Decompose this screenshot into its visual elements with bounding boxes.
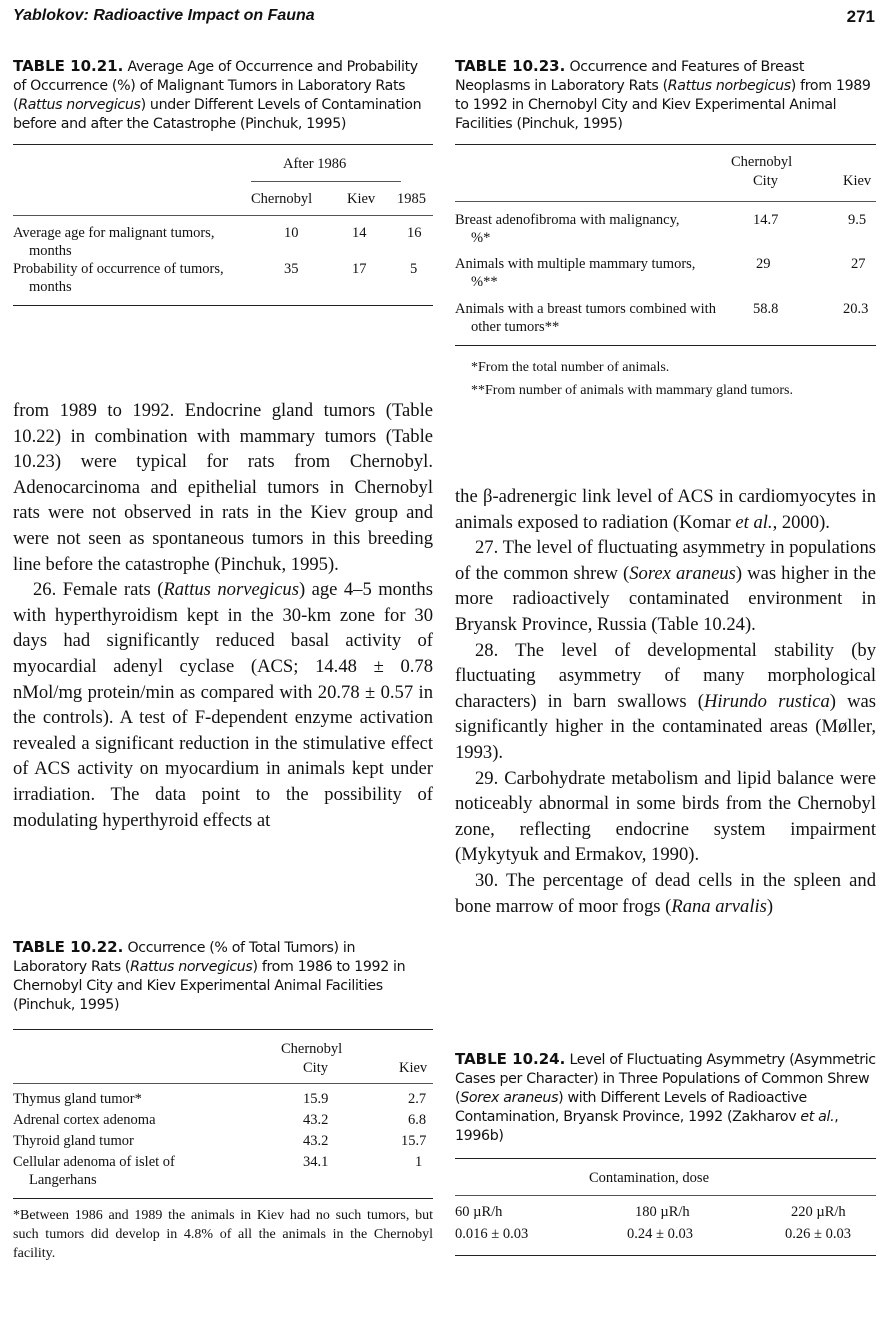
row-label: Cellular adenoma of islet of Langerhans — [13, 1154, 175, 1188]
row-label: Adrenal cortex adenoma — [13, 1112, 156, 1128]
species-name: Sorex araneus — [629, 562, 736, 584]
column-header: Kiev — [843, 173, 872, 189]
table-caption: TABLE 10.24. Level of Fluctuating Asymmetry (Asymmetric Cases per Character) in Three Populations of Common Shrew (Sorex araneus) with Different Levels of Radioactive Contamination, Bryansk Province, 1992 (Zakharov et al., 1996b) — [455, 1050, 876, 1144]
table-cell: 0.016 ± 0.03 — [455, 1226, 529, 1242]
column-header: Chernobyl — [731, 154, 793, 170]
species-name: Hirundo rustica — [703, 690, 830, 712]
running-title: Yablokov: Radioactive Impact on Fauna — [13, 7, 315, 24]
column-header: 220 µR/h — [791, 1204, 846, 1220]
column-header: Chernobyl — [251, 191, 313, 207]
header-rule — [455, 201, 876, 202]
table-cell: 15.7 — [401, 1133, 427, 1149]
table-cell: 27 — [851, 256, 866, 272]
paragraph-30: 30. The percentage of dead cells in the spleen and bone marrow of moor frogs (Rana arvalis) — [455, 869, 876, 917]
table-cell: 16 — [407, 225, 422, 241]
column-header: 180 µR/h — [635, 1204, 690, 1220]
table-cell: 9.5 — [848, 212, 867, 228]
paragraph-29: 29. Carbohydrate metabolism and lipid balance were noticeably abnormal in some birds from the Chernobyl zone, reflecting endocrine system impairment (Mykytyuk and Ermakov, 1990). — [455, 767, 876, 866]
table-number: TABLE 10.21. — [13, 57, 124, 75]
species-name: Rattus norvegicus — [130, 959, 253, 975]
paragraph-26: 26. Female rats (Rattus norvegicus) age 4–5 months with hyperthyroidism kept in the 30-km zone for 30 days had significantly reduced basal activity of myocardial adenyl cyclase (ACS; 14.48 ± 0.78 nMol/mg protein/min as compared with 20.78 ± 0.57 in the controls). A test of F-dependent enzyme activation revealed a significant reduction in the stimulative effect of ACS activity on myocardium in animals kept under irradiation. The data point to the possibility of modulating hyperthyroid effects at — [13, 579, 433, 831]
table-cell: 1 — [415, 1154, 423, 1170]
table-cell: 6.8 — [408, 1112, 427, 1128]
table-cell: 5 — [410, 261, 418, 277]
paragraph-28: 28. The level of developmental stability (by fluctuating asymmetry of many morphological characters) in barn swallows (Hirundo rustica) was significantly higher in the contaminated areas (Møller, 1993). — [455, 639, 876, 763]
table-caption: TABLE 10.22. Occurrence (% of Total Tumors) in Laboratory Rats (Rattus norvegicus) from 1986 to 1992 in Chernobyl City and Kiev Experimental Animal Facilities (Pinchuk, 1995) — [13, 938, 406, 1013]
table-number: TABLE 10.22. — [13, 938, 124, 956]
column-header: 1985 — [397, 191, 426, 207]
table-cell: 29 — [756, 256, 771, 272]
row-label: Average age for malignant tumors, months — [13, 225, 215, 259]
body-text-left — [13, 398, 433, 833]
table-cell: 15.9 — [303, 1091, 329, 1107]
species-name: Rattus norbegicus — [667, 78, 791, 94]
row-label: Thyroid gland tumor — [13, 1133, 134, 1149]
table-10-24 — [455, 1050, 876, 1269]
table-caption: TABLE 10.23. Occurrence and Features of Breast Neoplasms in Laboratory Rats (Rattus norbegicus) from 1989 to 1992 in Chernobyl City and Kiev Experimental Animal Facilities (Pinchuk, 1995) — [455, 57, 871, 132]
table-cell: 43.2 — [303, 1133, 329, 1149]
table-bottom-rule — [13, 305, 433, 306]
table-cell: 20.3 — [843, 301, 869, 317]
table-bottom-rule — [455, 1255, 876, 1256]
species-name: Sorex araneus — [460, 1090, 559, 1106]
table-cell: 2.7 — [408, 1091, 427, 1107]
table-bottom-rule — [455, 345, 876, 346]
table-body — [13, 1030, 433, 1220]
table-caption: TABLE 10.21. Average Age of Occurrence and Probability of Occurrence (%) of Malignant Tumors in Laboratory Rats (Rattus norvegicus) under Different Levels of Contamination before and after the Catastrophe (Pinchuk, 1995) — [13, 57, 422, 132]
page-number: 271 — [846, 7, 875, 26]
table-cell: 35 — [284, 261, 299, 277]
table-body — [455, 1159, 876, 1269]
group-rule — [251, 181, 401, 182]
row-label: Thymus gland tumor* — [13, 1091, 142, 1107]
table-cell: 14.7 — [753, 212, 779, 228]
table-footnote: **From number of animals with mammary gland tumors. — [471, 383, 793, 398]
column-header: Kiev — [347, 191, 376, 207]
column-group-header: After 1986 — [283, 156, 347, 172]
table-10-22 — [13, 938, 433, 1263]
running-header — [13, 7, 875, 31]
table-cell: 0.24 ± 0.03 — [627, 1226, 693, 1242]
table-body — [455, 145, 876, 350]
table-10-21 — [13, 57, 433, 325]
species-name: Rattus norvegicus — [163, 579, 299, 601]
table-bottom-rule — [13, 1198, 433, 1199]
table-cell: 17 — [352, 261, 367, 277]
paragraph: the β-adrenergic link level of ACS in cardiomyocytes in animals exposed to radiation (Komar et al., 2000). — [455, 486, 876, 533]
column-header: Chernobyl — [281, 1041, 343, 1057]
column-group-header: Contamination, dose — [589, 1170, 710, 1186]
table-cell: 43.2 — [303, 1112, 329, 1128]
paragraph: from 1989 to 1992. Endocrine gland tumors (Table 10.22) in combination with mammary tumors (Table 10.23) were typical for rats from Chernobyl. Adenocarcinoma and epithelial tumors in Chernobyl rats were not observed in rats in the Kiev group and were not seen as spontaneous tumors in this breeding line before the catastrophe (Pinchuk, 1995). — [13, 400, 433, 575]
row-label: Animals with a breast tumors combined with other tumors** — [455, 301, 716, 335]
header-rule — [455, 1195, 876, 1196]
row-label: Animals with multiple mammary tumors, %** — [455, 256, 696, 290]
column-header: 60 µR/h — [455, 1204, 503, 1220]
table-body — [13, 145, 433, 325]
table-number: TABLE 10.24. — [455, 1050, 566, 1068]
header-rule — [13, 215, 433, 216]
row-label: Breast adenofibroma with malignancy, %* — [455, 212, 680, 246]
column-header: City — [753, 173, 778, 189]
column-header: Kiev — [399, 1060, 428, 1076]
species-name: Rattus norvegicus — [18, 97, 141, 113]
column-header: City — [303, 1060, 328, 1076]
header-rule — [13, 1083, 433, 1084]
table-10-23 — [455, 57, 876, 400]
table-footnote: *From the total number of animals. — [471, 360, 670, 375]
table-cell: 0.26 ± 0.03 — [785, 1226, 851, 1242]
row-label: Probability of occurrence of tumors, months — [13, 261, 224, 295]
table-cell: 34.1 — [303, 1154, 329, 1170]
table-cell: 58.8 — [753, 301, 779, 317]
table-footnote: *Between 1986 and 1989 the animals in Kiev had no such tumors, but such tumors did develop in 4.8% of all the animals in the Chernobyl facility. — [13, 1208, 433, 1261]
paragraph-27: 27. The level of fluctuating asymmetry in populations of the common shrew (Sorex araneus) was higher in the more radioactively contaminated environment in Bryansk Province, Russia (Table 10.24). — [455, 537, 876, 635]
table-cell: 10 — [284, 225, 299, 241]
body-text-right — [455, 484, 876, 919]
species-name: Rana arvalis — [671, 895, 767, 917]
table-number: TABLE 10.23. — [455, 57, 566, 75]
table-cell: 14 — [352, 225, 367, 241]
